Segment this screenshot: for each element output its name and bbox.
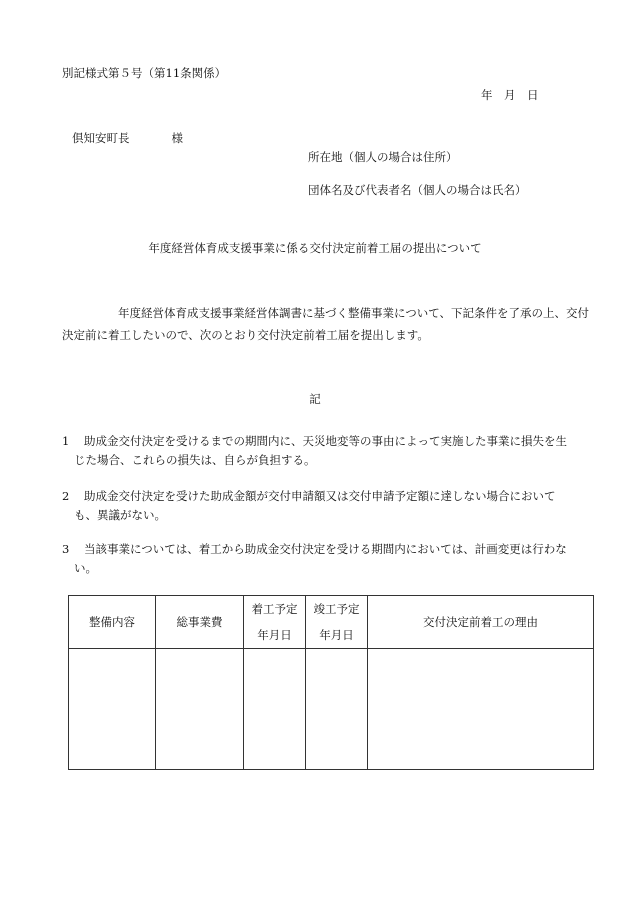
body-paragraph (62, 302, 592, 346)
detail-table (68, 595, 594, 770)
header-start-ymd: 年月日 (257, 628, 292, 642)
item-text-cont: じた場合、これらの損失は、自らが負担する。 (74, 453, 316, 467)
cell-end-date[interactable] (306, 649, 368, 770)
header-end-date (306, 596, 368, 649)
item-text-cont: い。 (74, 561, 97, 575)
table-row (69, 649, 594, 770)
header-reason: 交付決定前着工の理由 (368, 596, 594, 649)
condition-item (62, 432, 588, 470)
header-content: 整備内容 (69, 596, 156, 649)
header-end-ymd: 年月日 (319, 628, 354, 642)
header-total-cost: 総事業費 (156, 596, 244, 649)
body-text: 年度経営体育成支援事業経営体調書に基づく整備事業について、下記条件を了承の上、交付決定前に着工したいので、次のとおり交付決定前着工届を提出します。 (62, 306, 590, 342)
item-text: 助成金交付決定を受けるまでの期間内に、天災地変等の事由によって実施した事業に損失を生 (84, 434, 567, 448)
ki-heading: 記 (309, 392, 321, 406)
condition-item (62, 487, 588, 525)
condition-item (62, 540, 588, 578)
header-end-planned: 竣工予定 (313, 602, 360, 616)
cell-start-date[interactable] (244, 649, 306, 770)
form-number: 別記様式第５号（第11条関係） (62, 66, 227, 80)
addressee-name: 倶知安町長 (72, 131, 130, 145)
cell-content[interactable] (69, 649, 156, 770)
document-title: 年度経営体育成支援事業に係る交付決定前着工届の提出について (148, 241, 482, 255)
header-start-planned: 着工予定 (251, 602, 298, 616)
addressee-honorific: 様 (171, 131, 183, 145)
cell-reason[interactable] (368, 649, 594, 770)
cell-total-cost[interactable] (156, 649, 244, 770)
item-text: 助成金交付決定を受けた助成金額が交付申請額又は交付申請予定額に達しない場合において (84, 489, 556, 503)
applicant-address-label: 所在地（個人の場合は住所） (308, 150, 458, 164)
header-start-date (244, 596, 306, 649)
date-line: 年 月 日 (481, 88, 539, 102)
item-number: 3 (62, 542, 70, 556)
item-number: 1 (62, 434, 70, 448)
item-text-cont: も、異議がない。 (74, 508, 166, 522)
item-number: 2 (62, 489, 70, 503)
addressee (72, 131, 183, 146)
item-text: 当該事業については、着工から助成金交付決定を受ける期間内においては、計画変更は行わな (84, 542, 567, 556)
applicant-org-label: 団体名及び代表者名（個人の場合は氏名） (308, 183, 527, 197)
